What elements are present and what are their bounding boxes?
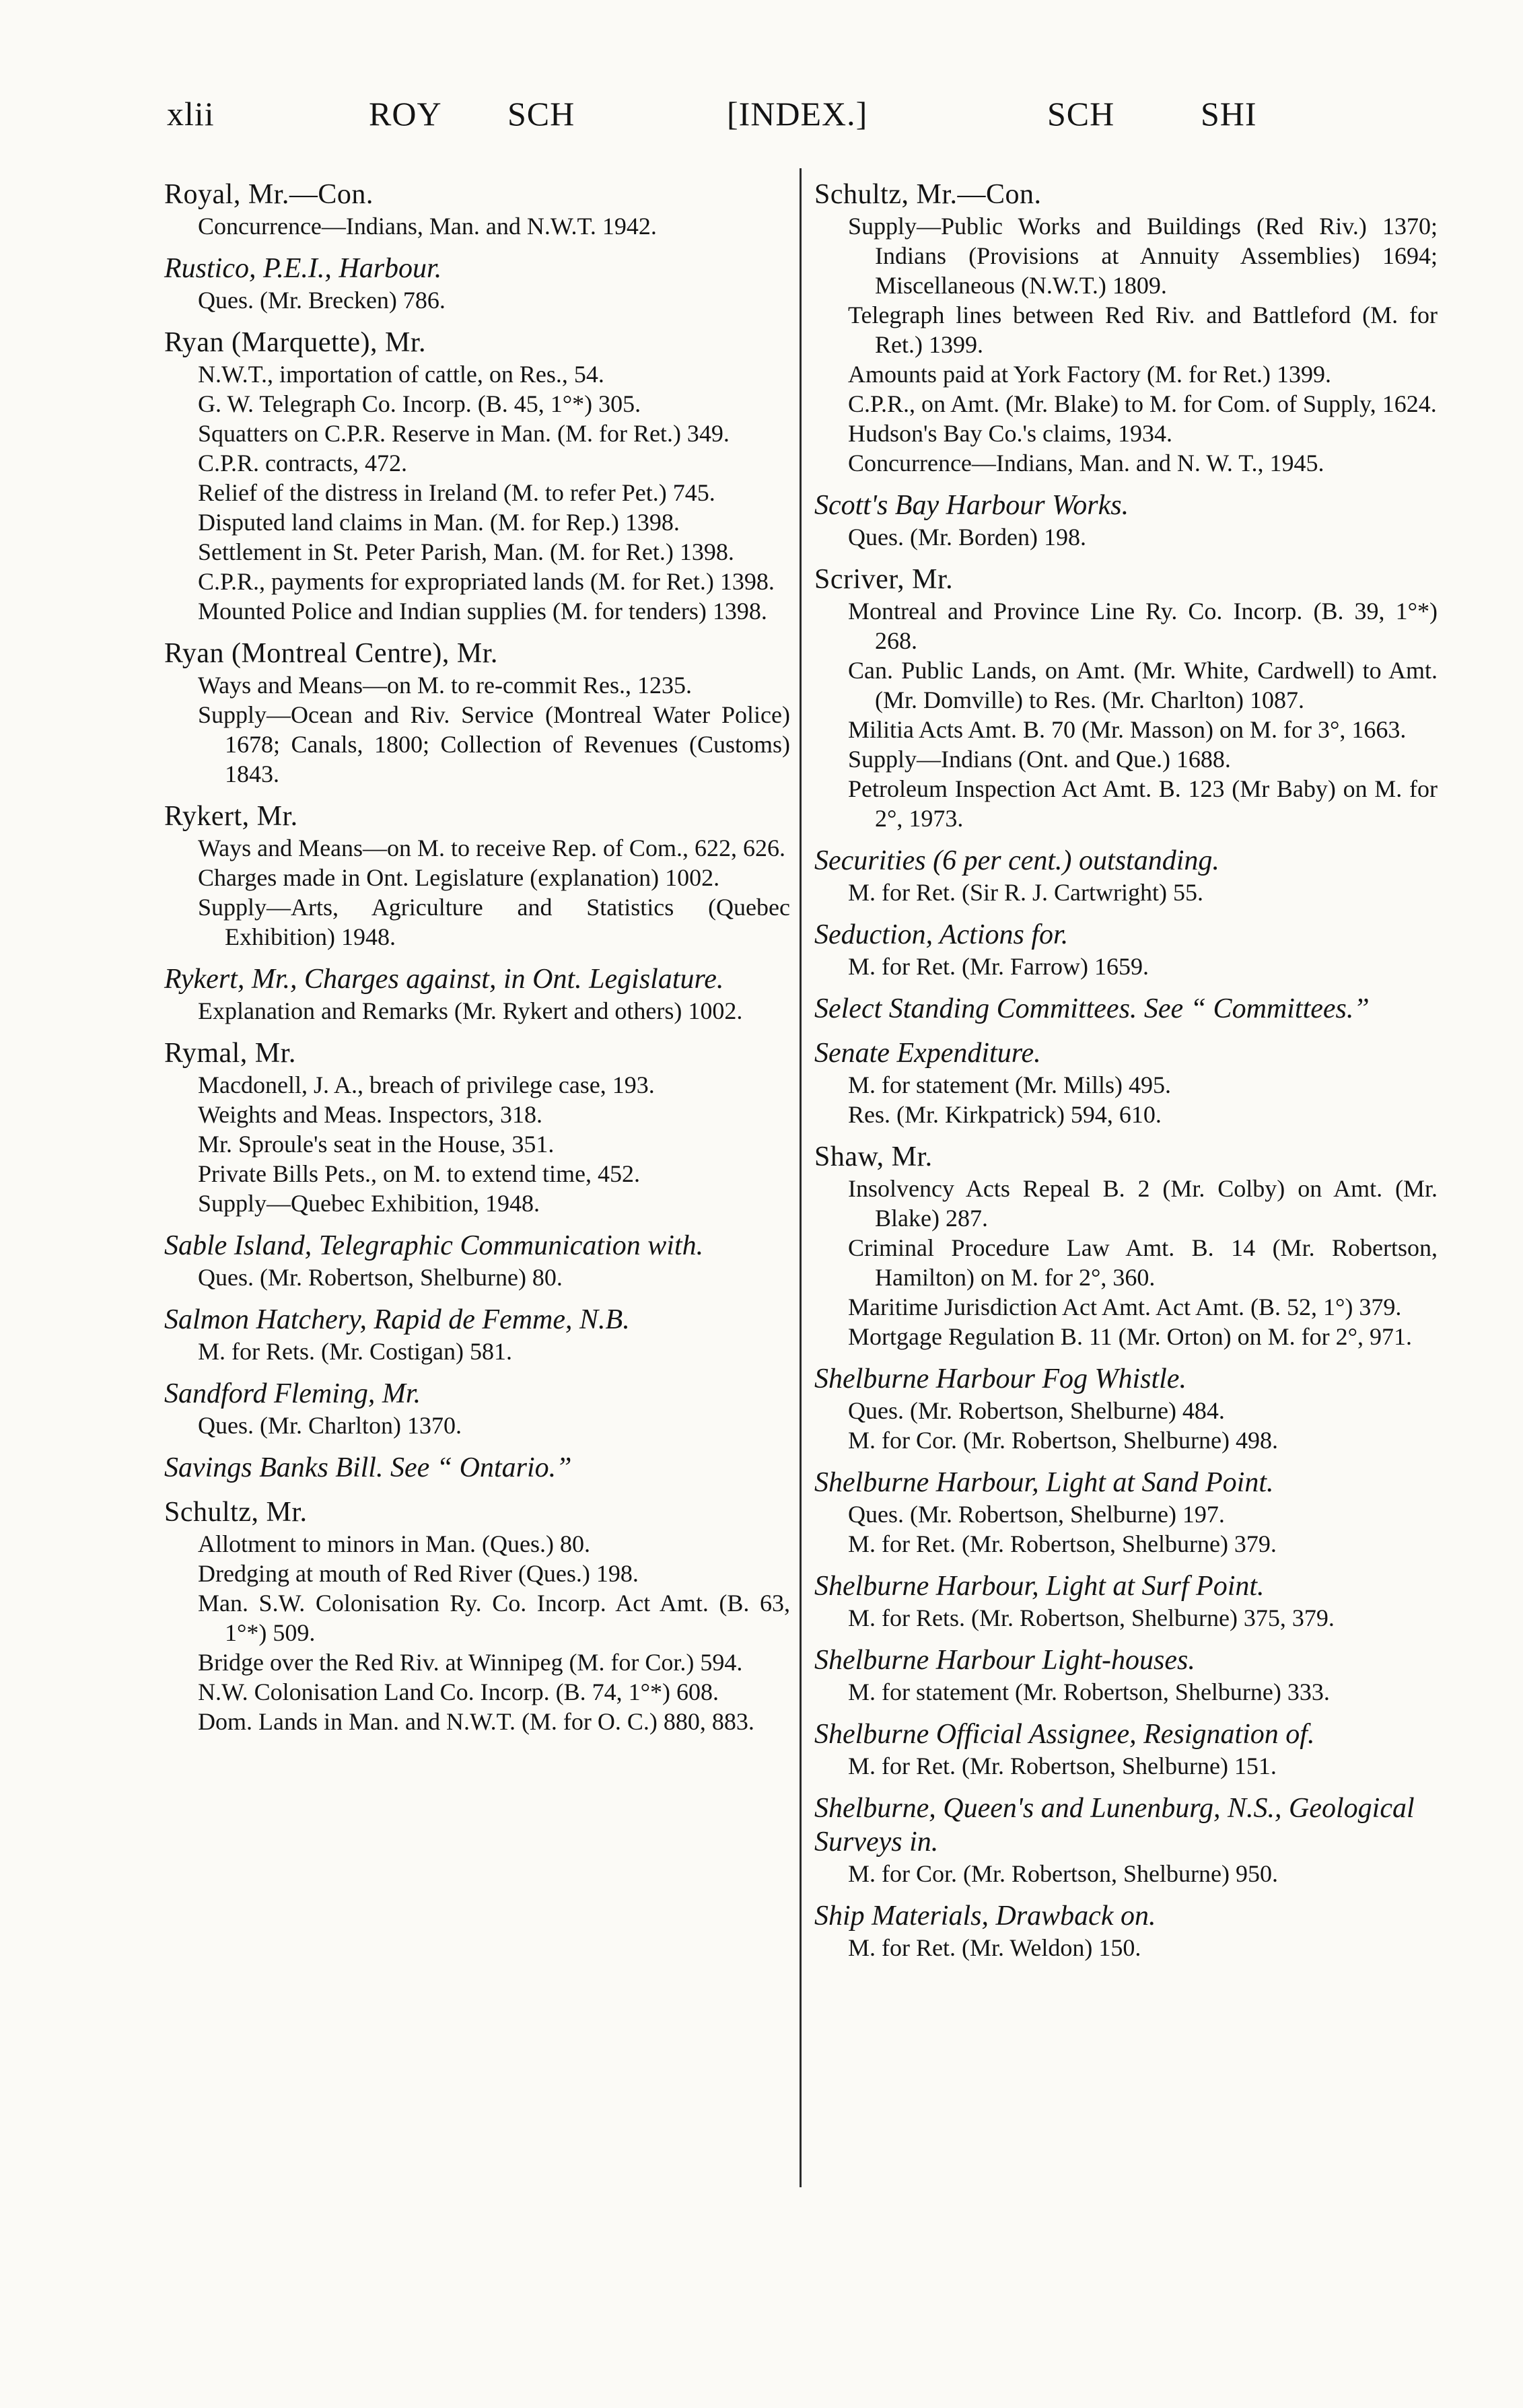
index-reference: Explanation and Remarks (Mr. Rykert and others) 1002. xyxy=(198,997,743,1024)
index-entry xyxy=(164,800,790,952)
index-reference: Weights and Meas. Inspectors, 318. xyxy=(198,1101,542,1128)
index-reference: Can. Public Lands, on Amt. (Mr. White, Cardwell) to Amt. (Mr. Domville) to Res. (Mr. Charlton) 1087. xyxy=(848,657,1438,713)
index-entry xyxy=(164,1036,790,1218)
index-reference: Mr. Sproule's seat in the House, 351. xyxy=(198,1131,555,1158)
index-reference: Bridge over the Red Riv. at Winnipeg (M. for Cor.) 594. xyxy=(198,1649,743,1676)
page-number: xlii xyxy=(167,95,215,133)
index-reference: Maritime Jurisdiction Act Amt. Act Amt. (B. 52, 1°) 379. xyxy=(848,1294,1402,1320)
index-reference: Hudson's Bay Co.'s claims, 1934. xyxy=(848,420,1172,447)
subject-heading: Scott's Bay Harbour Works. xyxy=(814,490,1129,521)
index-reference: Macdonell, J. A., breach of privilege case, 193. xyxy=(198,1071,655,1098)
index-entry xyxy=(814,1792,1438,1888)
index-reference: C.P.R., payments for expropriated lands (M. for Ret.) 1398. xyxy=(198,568,775,595)
member-heading: Rykert, Mr. xyxy=(164,801,298,832)
index-reference: Supply—Ocean and Riv. Service (Montreal Water Police) 1678; Canals, 1800; Collection of Revenues (Customs) 1843. xyxy=(198,701,790,787)
subject-heading: Select Standing Committees. See “ Committees.” xyxy=(814,993,1370,1024)
index-entry xyxy=(164,1303,790,1366)
index-entry xyxy=(164,637,790,789)
index-entry xyxy=(164,178,790,241)
index-reference: Allotment to minors in Man. (Ques.) 80. xyxy=(198,1530,590,1557)
index-entry xyxy=(814,1569,1438,1633)
index-reference: Disputed land claims in Man. (M. for Rep.) 1398. xyxy=(198,509,680,536)
index-reference: Ques. (Mr. Borden) 198. xyxy=(848,524,1086,551)
index-reference: Dom. Lands in Man. and N.W.T. (M. for O. C.) 880, 883. xyxy=(198,1708,754,1735)
subject-heading: Savings Banks Bill. See “ Ontario.” xyxy=(164,1452,572,1483)
member-heading: Ryan (Montreal Centre), Mr. xyxy=(164,638,498,669)
index-reference: Mounted Police and Indian supplies (M. for tenders) 1398. xyxy=(198,598,767,625)
index-column-right xyxy=(814,178,1438,1973)
index-reference: Supply—Quebec Exhibition, 1948. xyxy=(198,1190,540,1217)
index-reference: Amounts paid at York Factory (M. for Ret.) 1399. xyxy=(848,361,1331,388)
subject-heading: Shelburne, Queen's and Lunenburg, N.S., Geological Surveys in. xyxy=(814,1793,1415,1857)
index-reference: M. for Cor. (Mr. Robertson, Shelburne) 950. xyxy=(848,1860,1278,1887)
member-heading: Rymal, Mr. xyxy=(164,1038,296,1069)
index-entry xyxy=(814,844,1438,907)
index-entry xyxy=(164,1451,790,1485)
index-column-left xyxy=(164,178,790,1747)
index-reference: Private Bills Pets., on M. to extend time, 452. xyxy=(198,1160,640,1187)
subject-heading: Rustico, P.E.I., Harbour. xyxy=(164,253,442,284)
index-reference: Res. (Mr. Kirkpatrick) 594, 610. xyxy=(848,1101,1162,1128)
subject-heading: Securities (6 per cent.) outstanding. xyxy=(814,845,1219,876)
index-reference: N.W.T., importation of cattle, on Res., 54. xyxy=(198,361,604,388)
running-head-center: [INDEX.] xyxy=(727,95,868,133)
index-reference: Concurrence—Indians, Man. and N. W. T., 1945. xyxy=(848,450,1324,476)
index-reference: Ways and Means—on M. to re-commit Res., 1235. xyxy=(198,672,692,699)
index-reference: Supply—Indians (Ont. and Que.) 1688. xyxy=(848,746,1231,773)
index-entry xyxy=(814,1362,1438,1455)
index-entry xyxy=(814,1899,1438,1962)
index-entry xyxy=(164,1495,790,1736)
running-head-left-first: ROY xyxy=(369,95,442,133)
index-reference: Ques. (Mr. Brecken) 786. xyxy=(198,287,446,314)
running-head-left-last: SCH xyxy=(507,95,575,133)
subject-heading: Sable Island, Telegraphic Communication with. xyxy=(164,1230,704,1261)
index-reference: M. for Ret. (Mr. Robertson, Shelburne) 151. xyxy=(848,1752,1277,1779)
page-header xyxy=(167,94,1264,148)
index-reference: M. for Ret. (Mr. Weldon) 150. xyxy=(848,1934,1141,1961)
index-reference: N.W. Colonisation Land Co. Incorp. (B. 74, 1°*) 608. xyxy=(198,1678,719,1705)
index-entry xyxy=(814,1643,1438,1707)
index-reference: M. for Ret. (Sir R. J. Cartwright) 55. xyxy=(848,879,1203,906)
index-entry xyxy=(814,563,1438,833)
index-reference: M. for Rets. (Mr. Costigan) 581. xyxy=(198,1338,512,1365)
index-entry xyxy=(164,962,790,1026)
index-reference: M. for Cor. (Mr. Robertson, Shelburne) 498. xyxy=(848,1427,1278,1454)
member-heading: Schultz, Mr. xyxy=(164,1497,308,1528)
subject-heading: Ship Materials, Drawback on. xyxy=(814,1901,1156,1932)
index-reference: Telegraph lines between Red Riv. and Battleford (M. for Ret.) 1399. xyxy=(848,302,1438,358)
index-reference: Ques. (Mr. Charlton) 1370. xyxy=(198,1412,462,1439)
index-reference: M. for Rets. (Mr. Robertson, Shelburne) 375, 379. xyxy=(848,1604,1335,1631)
index-reference: Militia Acts Amt. B. 70 (Mr. Masson) on M. for 3°, 1663. xyxy=(848,716,1407,743)
index-reference: Dredging at mouth of Red River (Ques.) 198. xyxy=(198,1560,639,1587)
index-reference: Mortgage Regulation B. 11 (Mr. Orton) on M. for 2°, 971. xyxy=(848,1323,1412,1350)
member-heading: Ryan (Marquette), Mr. xyxy=(164,327,427,358)
index-entry xyxy=(814,918,1438,981)
index-reference: C.P.R., on Amt. (Mr. Blake) to M. for Com. of Supply, 1624. xyxy=(848,390,1437,417)
member-heading: Scriver, Mr. xyxy=(814,564,954,595)
index-entry xyxy=(814,1140,1438,1351)
index-reference: Criminal Procedure Law Amt. B. 14 (Mr. Robertson, Hamilton) on M. for 2°, 360. xyxy=(848,1234,1438,1291)
index-reference: C.P.R. contracts, 472. xyxy=(198,450,407,476)
index-reference: Relief of the distress in Ireland (M. to refer Pet.) 745. xyxy=(198,479,715,506)
member-heading: Schultz, Mr.—Con. xyxy=(814,179,1042,210)
subject-heading: Shelburne Harbour Light-houses. xyxy=(814,1645,1195,1676)
index-reference: Ways and Means—on M. to receive Rep. of Com., 622, 626. xyxy=(198,835,785,861)
index-entry xyxy=(814,1466,1438,1559)
member-heading: Royal, Mr.—Con. xyxy=(164,179,374,210)
subject-heading: Salmon Hatchery, Rapid de Femme, N.B. xyxy=(164,1304,630,1335)
index-entry xyxy=(814,489,1438,552)
index-reference: Montreal and Province Line Ry. Co. Incorp. (B. 39, 1°*) 268. xyxy=(848,598,1438,654)
index-reference: Supply—Arts, Agriculture and Statistics (Quebec Exhibition) 1948. xyxy=(198,894,790,950)
index-reference: M. for Ret. (Mr. Robertson, Shelburne) 379. xyxy=(848,1530,1277,1557)
subject-heading: Shelburne Harbour, Light at Sand Point. xyxy=(814,1467,1274,1498)
index-reference: Supply—Public Works and Buildings (Red Riv.) 1370; Indians (Provisions at Annuity Assemblies) 1694; Miscellaneous (N.W.T.) 1809. xyxy=(848,213,1438,299)
subject-heading: Senate Expenditure. xyxy=(814,1038,1041,1069)
index-reference: Ques. (Mr. Robertson, Shelburne) 484. xyxy=(848,1397,1225,1424)
index-reference: Man. S.W. Colonisation Ry. Co. Incorp. Act Amt. (B. 63, 1°*) 509. xyxy=(198,1590,790,1646)
index-reference: Petroleum Inspection Act Amt. B. 123 (Mr Baby) on M. for 2°, 1973. xyxy=(848,775,1438,832)
running-head-right-first: SCH xyxy=(1047,95,1115,133)
index-entry xyxy=(814,1718,1438,1781)
index-entry xyxy=(164,252,790,315)
subject-heading: Seduction, Actions for. xyxy=(814,919,1069,950)
subject-heading: Shelburne Harbour Fog Whistle. xyxy=(814,1364,1186,1394)
column-divider xyxy=(800,168,802,2187)
index-reference: Squatters on C.P.R. Reserve in Man. (M. for Ret.) 349. xyxy=(198,420,730,447)
index-reference: Ques. (Mr. Robertson, Shelburne) 80. xyxy=(198,1264,563,1291)
subject-heading: Shelburne Official Assignee, Resignation of. xyxy=(814,1719,1315,1750)
subject-heading: Sandford Fleming, Mr. xyxy=(164,1378,421,1409)
index-entry xyxy=(164,1377,790,1440)
index-reference: G. W. Telegraph Co. Incorp. (B. 45, 1°*) 305. xyxy=(198,390,641,417)
running-head-right-last: SHI xyxy=(1201,95,1257,133)
index-reference: M. for statement (Mr. Mills) 495. xyxy=(848,1071,1171,1098)
subject-heading: Shelburne Harbour, Light at Surf Point. xyxy=(814,1571,1265,1602)
index-reference: Concurrence—Indians, Man. and N.W.T. 1942. xyxy=(198,213,657,240)
index-entry xyxy=(814,992,1438,1026)
index-reference: Settlement in St. Peter Parish, Man. (M. for Ret.) 1398. xyxy=(198,538,734,565)
subject-heading: Rykert, Mr., Charges against, in Ont. Legislature. xyxy=(164,964,724,995)
index-entry xyxy=(814,178,1438,478)
index-reference: M. for Ret. (Mr. Farrow) 1659. xyxy=(848,953,1149,980)
index-reference: M. for statement (Mr. Robertson, Shelburne) 333. xyxy=(848,1678,1330,1705)
index-reference: Ques. (Mr. Robertson, Shelburne) 197. xyxy=(848,1501,1225,1528)
index-reference: Charges made in Ont. Legislature (explanation) 1002. xyxy=(198,864,720,891)
index-entry xyxy=(164,326,790,626)
index-entry xyxy=(814,1036,1438,1129)
member-heading: Shaw, Mr. xyxy=(814,1141,933,1172)
index-reference: Insolvency Acts Repeal B. 2 (Mr. Colby) on Amt. (Mr. Blake) 287. xyxy=(848,1175,1438,1232)
index-entry xyxy=(164,1229,790,1292)
